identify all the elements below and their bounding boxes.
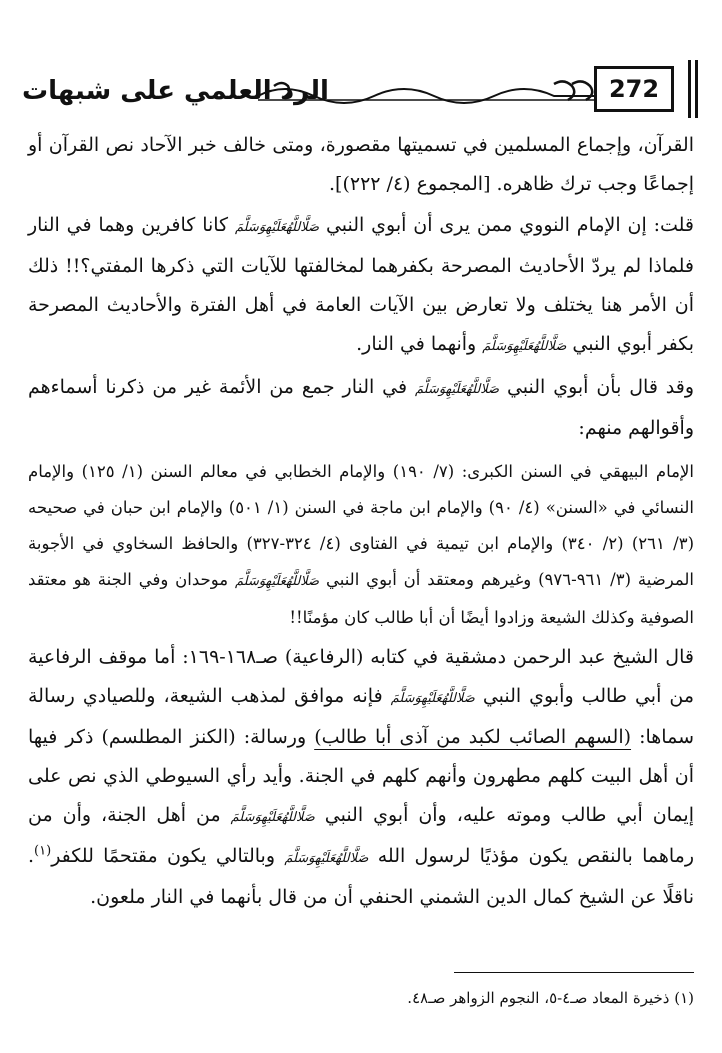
page-number-box bbox=[594, 66, 674, 112]
paragraph-text: من أهل الجنة، وأن من رماهما بالنقص يكون مؤذيًا لرسول الله bbox=[28, 804, 695, 867]
paragraph-imams-list bbox=[28, 454, 694, 636]
paragraph-imams-intro bbox=[28, 368, 694, 448]
footnote-reference[interactable]: (١) bbox=[34, 843, 52, 859]
paragraph-text: وأنهما في النار. bbox=[356, 333, 477, 355]
paragraph-text: قال الشيخ عبد الرحمن دمشقية في كتابه (الرفاعية) صـ١٦٨-١٦٩: أما موقف الرفاعية من أبي طالب وأبوي النبي bbox=[28, 646, 695, 707]
page-body bbox=[28, 126, 694, 917]
paragraph-rifaiyya bbox=[28, 638, 694, 917]
paragraph-text: فإنه موافق لمذهب الشيعة، وللصيادي رسالة سماها: bbox=[28, 685, 694, 748]
footnote-1: (١) ذخيرة المعاد صـ٤-٥، النجوم الزواهر صـ٤٨. bbox=[407, 989, 694, 1007]
honorific-glyph: صَلَّاللَّهُعَلَيْهِوَسَلَّمَ bbox=[284, 851, 369, 866]
honorific-glyph: صَلَّاللَّهُعَلَيْهِوَسَلَّمَ bbox=[414, 382, 500, 397]
honorific-glyph: صَلَّاللَّهُعَلَيْهِوَسَلَّمَ bbox=[230, 810, 315, 825]
book-title: الرد العلمي على شبهات bbox=[22, 76, 329, 106]
page-edge-decoration bbox=[688, 60, 698, 118]
honorific-glyph: صَلَّاللَّهُعَلَيْهِوَسَلَّمَ bbox=[482, 339, 567, 354]
paragraph-text: كانا كافرين وهما في النار فلماذا لم يردّ الأحاديث المصرحة بكفرهما لمخالفتها للآيات التي ذكرها المفتي؟!! ذلك أن الأمر هنا يختلف ولا تعارض بين الآيات العامة في أهل الفترة والأحاديث المصرحة بكفر أبوي النبي bbox=[28, 214, 694, 355]
decorative-ornament bbox=[254, 74, 614, 114]
footnotes bbox=[28, 984, 694, 1012]
honorific-glyph: صَلَّاللَّهُعَلَيْهِوَسَلَّمَ bbox=[390, 691, 475, 706]
running-header bbox=[22, 60, 698, 120]
honorific-glyph: صَلَّاللَّهُعَلَيْهِوَسَلَّمَ bbox=[234, 220, 320, 235]
book-title-underlined: (السهم الصائب لكبد من آذى أبا طالب) bbox=[314, 726, 632, 748]
paragraph-text: وبالتالي يكون مقتحمًا للكفر bbox=[51, 845, 276, 867]
footnote-divider bbox=[454, 972, 694, 973]
paragraph-nawawi bbox=[28, 206, 694, 366]
paragraph-text: وقد قال بأن أبوي النبي bbox=[506, 376, 694, 398]
page-number: 272 bbox=[608, 75, 660, 103]
paragraph-text: الإمام البيهقي في السنن الكبرى: (٧/ ١٩٠) والإمام الخطابي في معالم السنن (١/ ١٢٥) والإمام النسائي في «السنن» (٤/ ٩٠) والإمام ابن ماجة في السنن (١/ ٥٠١) والإمام ابن حبان في صحيحه (٣/ ٢٦١) (٢/ ٣٤٠) والإمام ابن تيمية في الفتاوى (٤/ ٣٢٤-٣٢٧) والحافظ السخاوي في الأجوبة المرضية (٣/ ٩٦١-٩٧٦) وغيرهم ومعتقد أن أبوي النبي bbox=[28, 462, 695, 589]
paragraph-text: في النار جمع من الأئمة غير من ذكرنا أسماءهم وأقوالهم منهم: bbox=[28, 376, 694, 439]
paragraph-text: القرآن، وإجماع المسلمين في تسميتها مقصورة، ومتى خالف خبر الآحاد نص القرآن أو إجماعًا وجب ترك ظاهره. [المجموع (٤/ ٢٢٢)]. bbox=[28, 134, 694, 195]
paragraph-text: ورسالة: (الكنز المطلسم) ذكر فيها أن أهل البيت كلهم مطهرون وأنهم كلهم في الجنة. وأيد رأي السيوطي الذي نص على إيمان أبي طالب وموته عليه، وأن أبوي النبي bbox=[28, 726, 694, 826]
paragraph-text: قلت: إن الإمام النووي ممن يرى أن أبوي النبي bbox=[325, 214, 695, 236]
paragraph-continuation bbox=[28, 126, 694, 204]
paragraph-text: . ناقلًا عن الشيخ كمال الدين الشمني الحنفي أن من قال بأنهما في النار ملعون. bbox=[28, 845, 694, 908]
paragraph-text: موحدان وفي الجنة هو معتقد الصوفية وكذلك الشيعة وزادوا أيضًا أن أبا طالب كان مؤمنًا!! bbox=[28, 570, 694, 627]
honorific-glyph: صَلَّاللَّهُعَلَيْهِوَسَلَّمَ bbox=[234, 574, 320, 589]
